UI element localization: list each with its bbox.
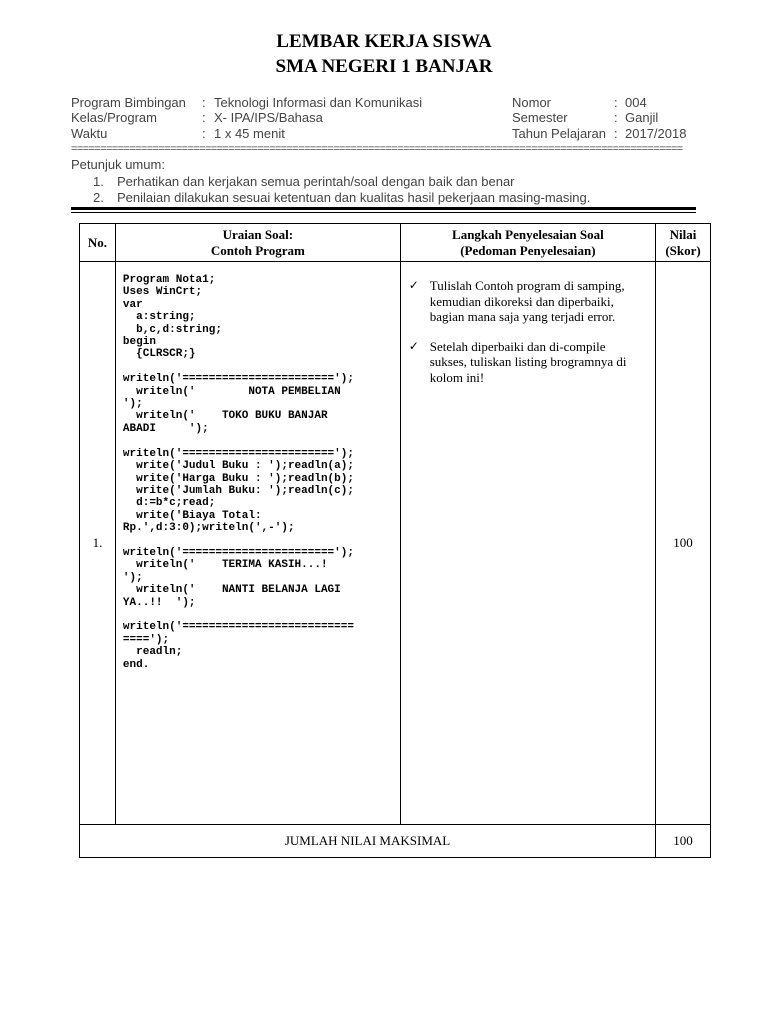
row-number: 1. <box>80 262 116 825</box>
info-value-program: Teknologi Informasi dan Komunikasi <box>214 95 423 110</box>
info-value-time: 1 x 45 menit <box>214 126 285 141</box>
row-score: 100 <box>656 262 711 825</box>
header-uraian: Uraian Soal: Contoh Program <box>115 224 400 262</box>
info-value-semester: Ganjil <box>625 110 659 125</box>
steps-list <box>401 262 655 385</box>
check-icon: ✓ <box>408 338 419 353</box>
info-colon: : <box>614 110 618 125</box>
table-row <box>80 262 711 825</box>
header-nilai: Nilai (Skor) <box>656 224 711 262</box>
info-colon: : <box>614 126 618 141</box>
school-name: SMA NEGERI 1 BANJAR <box>275 56 493 77</box>
header-langkah: Langkah Penyelesaian Soal (Pedoman Penyelesaian) <box>400 224 655 262</box>
divider-thick <box>71 207 696 210</box>
instruction-number: 2. <box>93 190 104 205</box>
step-text: Setelah diperbaiki dan di-compile sukses, tuliskan listing brogramnya di kolom ini! <box>429 338 627 385</box>
info-label-program: Program Bimbingan <box>71 95 186 110</box>
info-label-number: Nomor <box>512 95 552 110</box>
header-no: No. <box>80 224 116 262</box>
steps-cell <box>400 262 655 825</box>
program-code: Program Nota1; Uses WinCrt; var a:string; b,c,d:string; begin {CLRSCR;} writeln('======================='); writeln(' NOTA PEMBELIAN '); writeln(' TOKO BUKU BANJAR ABADI '); writeln('======================='); write('Judul Buku : ');readln(a); write('Harga Buku : ');readln(b); write('Jumlah Buku: ');readln(c); d:=b*c;read; write('Biaya Total: Rp.',d:3:0);writeln(',-'); writeln('======================='); writeln(' TERIMA KASIH...! '); writeln(' NANTI BELANJA LAGI YA..!! '); writeln('========================== ===='); readln; end. <box>122 274 354 671</box>
info-colon: : <box>202 110 206 125</box>
info-colon: : <box>202 126 206 141</box>
total-row <box>80 825 711 858</box>
info-colon: : <box>202 95 206 110</box>
step-text: Tulislah Contoh program di samping, kemudian dikoreksi dan diperbaiki, bagian mana saja yang terjadi error. <box>429 278 625 324</box>
info-value-class: X- IPA/IPS/Bahasa <box>214 110 323 125</box>
info-value-year: 2017/2018 <box>625 126 687 141</box>
info-label-class: Kelas/Program <box>71 110 157 125</box>
header-separator: ========================================================================================================= <box>71 143 683 155</box>
info-label-semester: Semester <box>512 110 568 125</box>
total-score: 100 <box>656 825 711 858</box>
info-value-number: 004 <box>625 95 647 110</box>
worksheet-table <box>79 223 711 858</box>
instruction-number: 1. <box>93 174 104 189</box>
list-item <box>409 278 645 325</box>
divider-thin <box>71 212 696 213</box>
program-code-cell <box>115 262 400 825</box>
info-label-year: Tahun Pelajaran <box>512 126 606 141</box>
instructions-heading: Petunjuk umum: <box>71 157 165 172</box>
check-icon: ✓ <box>408 278 419 292</box>
worksheet-title: LEMBAR KERJA SISWA <box>276 31 492 52</box>
instruction-item: Perhatikan dan kerjakan semua perintah/soal dengan baik dan benar <box>117 174 515 189</box>
info-colon: : <box>614 95 618 110</box>
info-label-time: Waktu <box>71 126 108 141</box>
instruction-item: Penilaian dilakukan sesuai ketentuan dan kualitas hasil pekerjaan masing-masing. <box>117 190 591 205</box>
total-label: JUMLAH NILAI MAKSIMAL <box>80 825 656 858</box>
list-item <box>409 339 645 386</box>
table-header-row <box>80 224 711 262</box>
